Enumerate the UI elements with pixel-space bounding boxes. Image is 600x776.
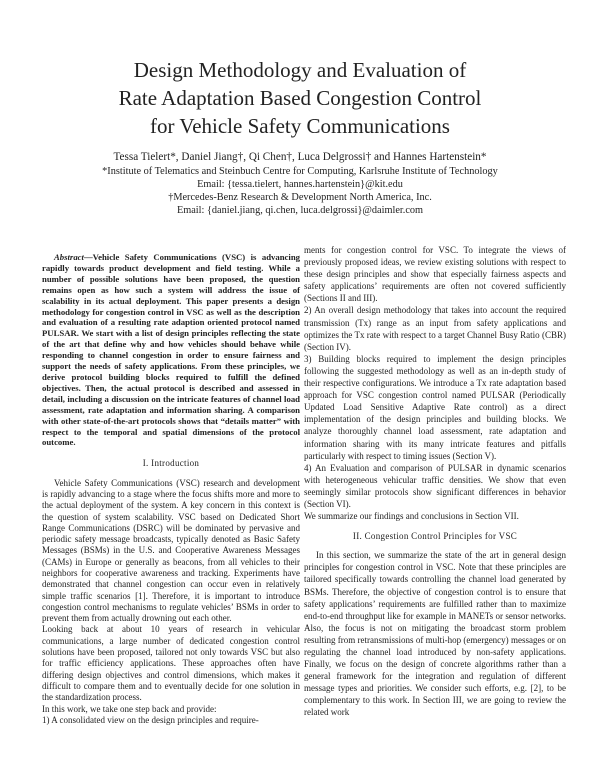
abstract — [42, 252, 300, 448]
email-2: Email: {daniel.jiang, qi.chen, luca.delgrossi}@daimler.com — [176, 205, 424, 216]
author-names: Tessa Tielert*, Daniel Jiang†, Qi Chen†, Luca Delgrossi† and Hannes Hartenstein* — [113, 151, 487, 163]
right-paragraph-2: 2) An overall design methodology that takes into account the required transmission (Tx) range as an input from safety applications and optimizes the Tx rate with respect to a target Channel Busy Ratio (CBR) (Section IV). — [304, 305, 566, 352]
intro-paragraph-1: Vehicle Safety Communications (VSC) research and development is rapidly advancing to a stage where the focus shifts more and more to the actual deployment of the system. A key concern in this context is the question of system scalability. VSC based on Dedicated Short Range Communications (DSRC) will be dominated by pervasive and periodic safety message broadcasts, typically denoted as Basic Safety Messages (BSMs) in the U.S. and Cooperative Awareness Messages (CAMs) in Europe or generally as beacons, from all vehicles to their neighbors for cooperative awareness and tracking. Experiments have demonstrated that channel congestion can occur even in relatively simple traffic scenarios [1]. Therefore, it is important to introduce congestion control mechanisms to regulate vehicles’ BSMs in order to prevent them from actually drowning out each other. — [42, 477, 300, 624]
email-1: Email: {tessa.tielert, hannes.hartenstein}@kit.edu — [197, 179, 403, 190]
intro-paragraph-2: Looking back at about 10 years of research in vehicular communications, a large number of dedicated congestion control solutions have been proposed, tailored not only towards VSC but also for traffic efficiency applications. These approaches often have differing design objectives and control dimensions, which makes it difficult to compare them and to eventually decide for one solution in the standardization process. — [42, 624, 300, 703]
title-line-1: Design Methodology and Evaluation of — [133, 58, 467, 82]
abstract-label: Abstract — [54, 252, 84, 262]
paper-title — [60, 56, 540, 140]
intro-paragraph-4: 1) A consolidated view on the design principles and require- — [42, 714, 259, 725]
right-column — [304, 244, 566, 719]
title-line-3: for Vehicle Safety Communications — [150, 114, 450, 138]
abstract-text: —Vehicle Safety Communications (VSC) is advancing rapidly towards product development and field testing. While a number of possible solutions have been proposed, the question remains open as how such a system will address the issue of scalability in its actual deployment. This paper presents a design methodology for congestion control in VSC as well as the description and evaluation of a resulting rate adaption oriented protocol named PULSAR. We start with a list of design principles reflecting the state of the art that define why and how vehicles should behave while responding to channel congestion in order to ensure fairness and support the needs of safety applications. From these principles, we derive protocol building blocks required to fulfill the defined objectives. Then, the actual protocol is described and assessed in detail, including a discussion on the intricate features of channel load assessment, rate adaptation and information sharing. A comparison with other state-of-the-art protocols shows that “details matter” with respect to the temporal and spatial dimensions of the protocol outcome. — [42, 252, 300, 448]
section-heading-introduction: I. Introduction — [142, 458, 200, 469]
section-heading-principles: II. Congestion Control Principles for VSC — [352, 531, 518, 542]
intro-paragraph-3: In this work, we take one step back and provide: — [42, 703, 217, 714]
principles-paragraph-1: In this section, we summarize the state of the art in general design principles for congestion control in VSC. Note that these principles are tailored specifically towards controlling the channel load generated by BSMs. Therefore, the objective of congestion control is to ensure that safety applications’ requirements are fulfilled rather than to maximize end-to-end throughput like for example in MANETs or sensor networks. Also, the focus is not on mitigating the broadcast storm problem resulting from retransmissions of multi-hop (emergency) messages or on regulating the channel load introduced by non-safety applications. Finally, we focus on the design of concrete algorithms rather than a general framework for the integration and regulation of different message types and priorities. We consider such efforts, e.g. [2], to be complementary to this work. In Section III, we are going to review the related work — [304, 550, 566, 718]
right-paragraph-3: 3) Building blocks required to implement the design principles following the suggested methodology as well as an in-depth study of their respective configurations. We introduce a Tx rate adaptation based approach for VSC congestion control named PULSAR (Periodically Updated Load Sensitive Adaptive Rate control) as a direct implementation of the design principles and building blocks. We analyze thoroughly channel load assessment, rate adaptation and information sharing with its many intricate features and pitfalls particularly with respect to timing issues (Section V). — [304, 353, 566, 461]
title-line-2: Rate Adaptation Based Congestion Control — [118, 86, 482, 110]
right-paragraph-4: 4) An Evaluation and comparison of PULSAR in dynamic scenarios with heterogeneous vehicular traffic densities. We show that even seemingly similar protocols show significant differences in behavior (Section VI). — [304, 462, 566, 509]
affiliation-2: †Mercedes-Benz Research & Development North America, Inc. — [168, 192, 432, 203]
affiliation-1: *Institute of Telematics and Steinbuch Centre for Computing, Karlsruhe Institute of Technology — [102, 166, 498, 177]
right-paragraph-1: ments for congestion control for VSC. To integrate the views of previously proposed ideas, we review existing solutions with respect to these design principles and show that especially fairness aspects and safety applications’ requirements are often not covered sufficiently (Sections II and III). — [304, 245, 566, 304]
left-column — [42, 252, 300, 726]
author-block — [40, 150, 560, 217]
right-paragraph-5: We summarize our findings and conclusions in Section VII. — [304, 511, 519, 522]
